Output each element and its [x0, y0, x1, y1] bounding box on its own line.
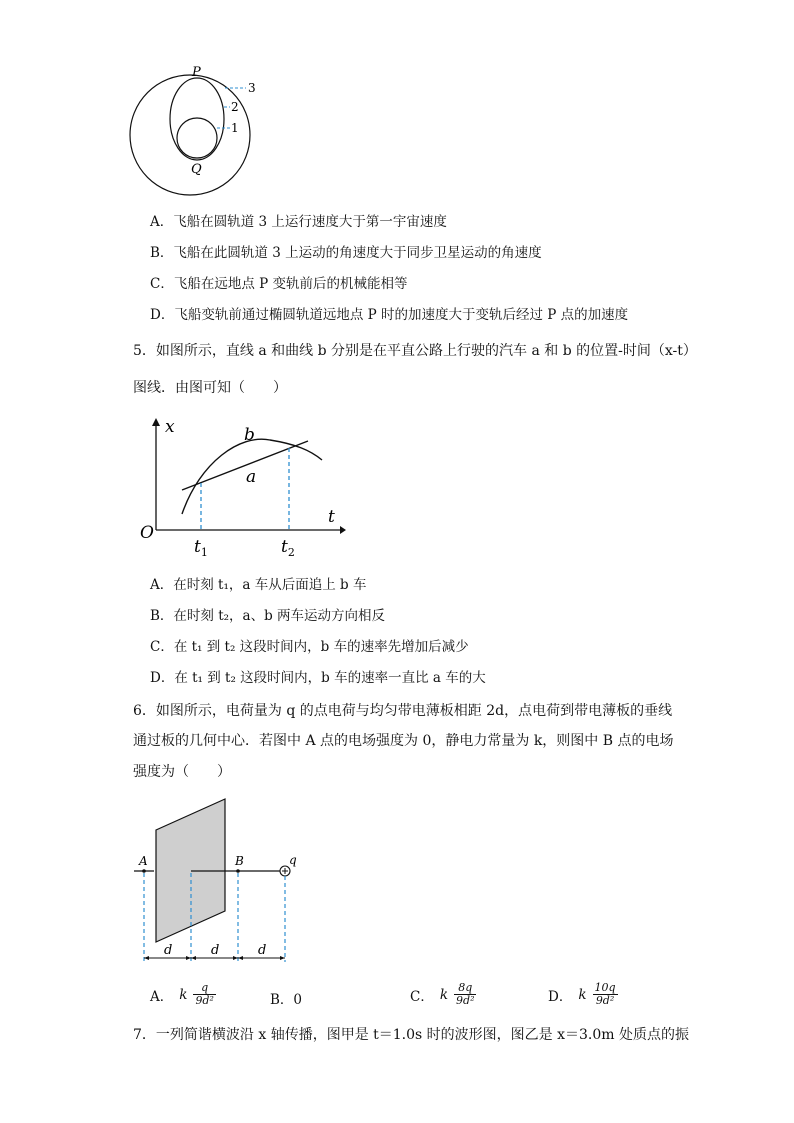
orbit-figure [128, 62, 268, 202]
axis-label-t: t [328, 507, 335, 527]
q6-stem-line3: 强度为（ ） [133, 764, 231, 780]
q5-stem-line1: 5．如图所示，直线 a 和曲线 b 分别是在平直公路上行驶的汽车 a 和 b 的位置-时间（x-t） [133, 343, 697, 359]
q6-stem-line2: 通过板的几何中心．若图中 A 点的电场强度为 0，静电力常量为 k，则图中 B 点的电场 [133, 733, 674, 749]
label-d1: d [164, 943, 173, 958]
label-d3: d [258, 943, 267, 958]
tick-t1: $t_1$ [194, 537, 208, 559]
label-1: 1 [231, 121, 239, 135]
q6-stem-line1: 6．如图所示，电荷量为 q 的点电荷与均匀带电薄板相距 2d，点电荷到带电薄板的垂线 [133, 703, 673, 719]
label-P: P [192, 65, 201, 80]
tick-t2: $t_2$ [281, 537, 295, 559]
xt-graph [130, 412, 350, 562]
label-q: q [289, 853, 297, 867]
q4-option-a: A．飞船在圆轨道 3 上运行速度大于第一宇宙速度 [150, 214, 447, 230]
q5-option-a: A．在时刻 t₁，a 车从后面追上 b 车 [150, 577, 367, 593]
curve-b-label: b [244, 425, 255, 445]
circle-orbit-1 [177, 118, 217, 158]
q6-option-d: D． k $\frac{10q}{\text{9d²}}$ [548, 981, 616, 1007]
label-d2: d [211, 943, 220, 958]
ellipse-orbit-2 [170, 78, 224, 160]
axis-label-x: x [165, 417, 175, 437]
q6-option-c: C． k $\frac{8q}{\text{9d²}}$ [410, 981, 475, 1007]
point-A [142, 869, 146, 873]
plate-figure [130, 790, 310, 970]
q4-option-d: D．飞船变轨前通过椭圆轨道远地点 P 时的加速度大于变轨后经过 P 点的加速度 [150, 307, 629, 323]
q6-option-a: A． k $\frac{q}{\text{9d²}}$ [150, 981, 214, 1007]
label-3: 3 [248, 81, 256, 95]
label-A: A [139, 854, 148, 868]
q5-option-c: C．在 t₁ 到 t₂ 这段时间内，b 车的速率先增加后减少 [150, 639, 469, 655]
q4-option-c: C．飞船在远地点 P 变轨前后的机械能相等 [150, 276, 408, 292]
point-B [236, 869, 240, 873]
q7-stem-line1: 7．一列简谐横波沿 x 轴传播，图甲是 t＝1.0s 时的波形图，图乙是 x＝3.0m 处质点的振 [133, 1027, 690, 1043]
earth-outer-circle [130, 75, 250, 195]
q6-option-b: B．0 [270, 992, 303, 1008]
label-Q: Q [191, 162, 202, 177]
q4-option-b: B．飞船在此圆轨道 3 上运动的角速度大于同步卫星运动的角速度 [150, 245, 542, 261]
origin-label: O [140, 523, 154, 543]
line-a-label: a [246, 467, 257, 487]
q5-option-b: B．在时刻 t₂，a、b 两车运动方向相反 [150, 608, 386, 624]
label-B: B [235, 854, 244, 868]
label-2: 2 [231, 100, 239, 114]
q5-stem-line2: 图线．由图可知（ ） [133, 380, 287, 396]
q5-option-d: D．在 t₁ 到 t₂ 这段时间内，b 车的速率一直比 a 车的大 [150, 670, 486, 686]
